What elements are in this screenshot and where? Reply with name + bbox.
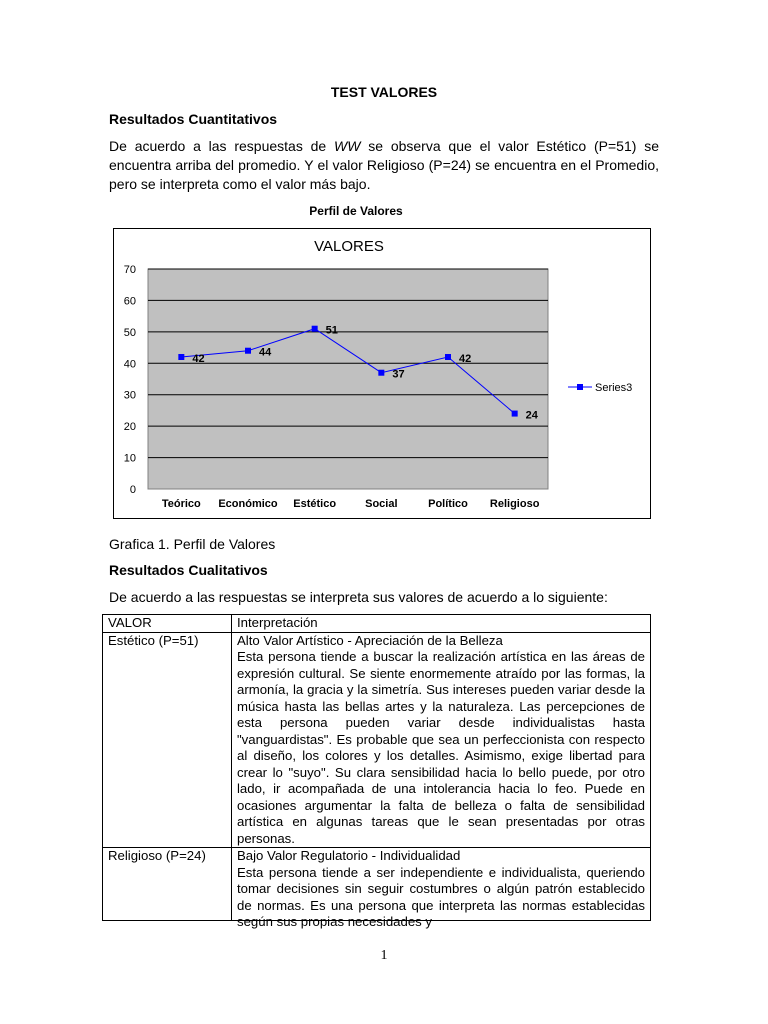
header-interpretacion: Interpretación (232, 615, 651, 633)
x-tick-label: Teórico (161, 498, 201, 510)
page-number: 1 (380, 948, 388, 963)
data-point (312, 326, 318, 332)
x-tick-label: Económico (218, 498, 278, 510)
row-value: Estético (P=51) (103, 632, 232, 848)
x-tick-label: Estético (293, 498, 337, 510)
interpretation-title: Alto Valor Artístico - Apreciación de la Belleza (237, 632, 503, 648)
data-point (445, 354, 451, 360)
table-header-row (103, 615, 651, 633)
y-tick-label: 60 (123, 295, 136, 308)
quantitative-heading: Resultados Cuantitativos (109, 111, 278, 127)
row-interpretation (232, 632, 651, 848)
chart-canvas (114, 229, 650, 518)
data-point (178, 354, 184, 360)
interpretation-clip (237, 848, 645, 929)
table-row (103, 632, 651, 848)
legend-marker (577, 384, 583, 390)
interpretation-text: Esta persona tiende a buscar la realización artística en las áreas de expresión cultural. Se siente enormemente atraído por las formas, la armonía, la gracia y la simetría. Sus intereses pueden variar desde la música hasta las bellas artes y la naturaleza. Las percepciones de esta persona pueden variar desde individualistas hasta "vanguardistas". Es probable que sea un perfeccionista con respecto al diseño, los colores y los detalles. Asimismo, exige libertad para crear lo "suyo". Su clara sensibilidad hacia lo bello puede, por otro lado, ir acompañada de una intolerancia hacia lo feo. Puede en ocasiones argumentar la falta de belleza o falta de sensibilidad artística en algunas tareas que le sean presentadas por otras personas. (237, 649, 645, 846)
subject-name: WW (334, 138, 361, 154)
x-tick-label: Político (428, 498, 468, 510)
y-tick-label: 20 (123, 421, 136, 434)
document-title: TEST VALORES (330, 84, 438, 100)
data-label: 51 (325, 324, 338, 337)
header-valor: VALOR (103, 615, 232, 633)
y-tick-label: 40 (123, 358, 136, 371)
data-point (512, 411, 518, 417)
y-tick-label: 70 (123, 264, 136, 276)
y-tick-label: 10 (123, 452, 136, 465)
paragraph-part2: se observa que el valor Estético (P=51) se encuentra arriba del promedio. Y el valor Religioso (P=24) se encuentra en el Promedio, pero se interpreta como el valor más bajo. (109, 138, 659, 192)
data-point (378, 370, 384, 376)
chart-title: VALORES (314, 238, 384, 255)
y-tick-label: 50 (123, 326, 136, 339)
data-label: 44 (259, 346, 272, 359)
x-tick-label: Religioso (489, 498, 540, 510)
data-label: 42 (192, 353, 205, 365)
interpretation-text: Esta persona tiende a ser independiente e individualista, queriendo tomar decisiones sin seguir costumbres o algún patrón establecido de normas. Es una persona que interpreta las normas establecidas según sus propias necesidades y (237, 864, 645, 929)
qualitative-heading: Resultados Cualitativos (109, 562, 268, 578)
quantitative-paragraph (109, 137, 659, 194)
chart-caption: Grafica 1. Perfil de Valores (109, 536, 276, 552)
qualitative-paragraph: De acuerdo a las respuestas se interpreta sus valores de acuerdo a lo siguiente: (109, 589, 608, 605)
row-interpretation (232, 848, 651, 929)
y-tick-label: 0 (129, 484, 136, 496)
chart-heading: Perfil de Valores (309, 204, 403, 218)
data-label: 42 (459, 353, 472, 365)
values-table (102, 614, 651, 929)
data-label: 24 (525, 409, 538, 422)
x-tick-label: Social (365, 498, 398, 510)
row-value: Religioso (P=24) (103, 848, 232, 921)
interpretation-title: Bajo Valor Regulatorio - Individualidad (237, 848, 461, 863)
table-row (103, 848, 651, 921)
paragraph-part1: De acuerdo a las respuestas de (109, 138, 334, 154)
plot-area (148, 269, 548, 489)
values-chart (113, 228, 651, 519)
legend-label: Series3 (595, 382, 633, 394)
data-label: 37 (392, 368, 405, 381)
data-point (245, 348, 251, 354)
y-tick-label: 30 (123, 389, 136, 402)
